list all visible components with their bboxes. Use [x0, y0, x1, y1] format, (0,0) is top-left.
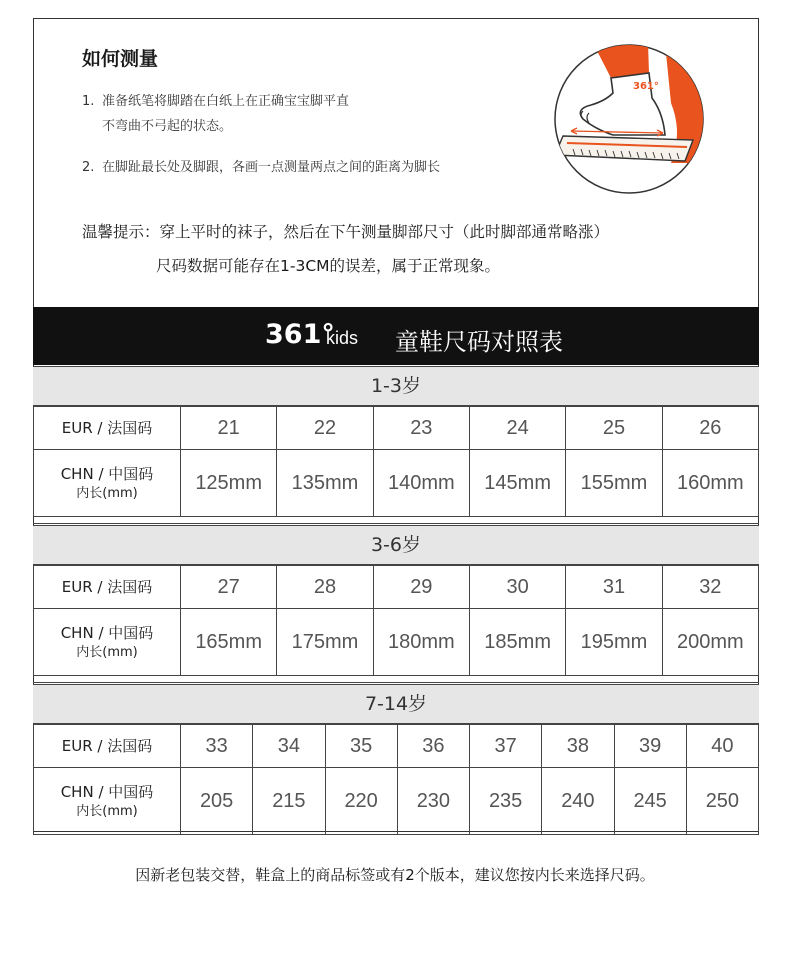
chn-size-cell: 195mm [566, 609, 662, 676]
eur-size-cell: 33 [181, 725, 253, 768]
step-1-number: 1. [82, 94, 95, 109]
section-divider [33, 682, 759, 683]
eur-size-cell: 30 [469, 566, 565, 609]
step-1-line-2: 不弯曲不弓起的状态。 [102, 119, 233, 134]
chn-label-main: CHN / 中国码 [60, 782, 154, 801]
chn-row-label [34, 450, 181, 517]
chn-label-sub: 内长(mm) [76, 485, 138, 501]
brand-logo-suffix: kids [326, 328, 359, 348]
chn-label-main: CHN / 中国码 [60, 623, 154, 642]
eur-row-label: EUR / 法国码 [34, 566, 181, 609]
step-2-text: 在脚趾最长处及脚跟，各画一点测量两点之间的距离为脚长 [102, 160, 441, 175]
eur-size-cell: 37 [470, 725, 542, 768]
eur-size-cell: 26 [662, 407, 758, 450]
eur-size-cell: 40 [686, 725, 758, 768]
chn-size-cell: 250 [686, 768, 758, 835]
eur-size-cell: 28 [277, 566, 373, 609]
chn-size-cell: 220 [325, 768, 397, 835]
chn-row-label [34, 609, 181, 676]
eur-size-cell: 29 [373, 566, 469, 609]
step-2-number: 2. [82, 160, 95, 175]
eur-row [34, 566, 759, 609]
chn-size-cell: 240 [542, 768, 614, 835]
chn-row [34, 768, 759, 835]
chn-size-cell: 125mm [181, 450, 277, 517]
section-divider [33, 523, 759, 524]
tip-line-2: 尺码数据可能存在1-3CM的误差，属于正常现象。 [156, 257, 501, 275]
footer-note: 因新老包装交替，鞋盒上的商品标签或有2个版本，建议您按内长来选择尺码。 [135, 866, 655, 884]
chn-row [34, 450, 759, 517]
eur-row-label: EUR / 法国码 [34, 407, 181, 450]
eur-size-cell: 25 [566, 407, 662, 450]
chn-size-cell: 205 [181, 768, 253, 835]
eur-size-cell: 23 [373, 407, 469, 450]
eur-size-cell: 35 [325, 725, 397, 768]
chn-size-cell: 165mm [181, 609, 277, 676]
chn-size-cell: 160mm [662, 450, 758, 517]
chn-size-cell: 140mm [373, 450, 469, 517]
chn-size-cell: 245 [614, 768, 686, 835]
size-chart-banner [33, 307, 759, 365]
age-group-header: 1-3岁 [33, 366, 759, 406]
brand-logo: 361° [265, 319, 335, 350]
chn-size-cell: 230 [397, 768, 469, 835]
chn-label-main: CHN / 中国码 [60, 464, 154, 483]
chn-label-sub: 内长(mm) [76, 644, 138, 660]
chn-row [34, 609, 759, 676]
size-chart-title: 童鞋尺码对照表 [395, 328, 563, 356]
chn-size-cell: 200mm [662, 609, 758, 676]
age-group-header: 3-6岁 [33, 525, 759, 565]
chn-size-cell: 185mm [469, 609, 565, 676]
size-table [33, 565, 759, 676]
eur-size-cell: 34 [253, 725, 325, 768]
eur-size-cell: 24 [469, 407, 565, 450]
eur-size-cell: 22 [277, 407, 373, 450]
measure-step-2 [82, 155, 440, 180]
chn-size-cell: 145mm [469, 450, 565, 517]
age-group-header: 7-14岁 [33, 684, 759, 724]
size-table [33, 406, 759, 517]
chn-size-cell: 155mm [566, 450, 662, 517]
eur-size-cell: 31 [566, 566, 662, 609]
eur-size-cell: 38 [542, 725, 614, 768]
tip-line-1: 温馨提示：穿上平时的袜子，然后在下午测量脚部尺寸（此时脚部通常略涨） [82, 223, 610, 241]
eur-size-cell: 39 [614, 725, 686, 768]
size-table [33, 724, 759, 835]
eur-row [34, 725, 759, 768]
chn-size-cell: 175mm [277, 609, 373, 676]
chn-size-cell: 215 [253, 768, 325, 835]
chn-size-cell: 135mm [277, 450, 373, 517]
eur-row-label: EUR / 法国码 [34, 725, 181, 768]
foot-measure-illustration [553, 43, 705, 195]
chn-row-label [34, 768, 181, 835]
step-1-line-1: 准备纸笔将脚踏在白纸上在正确宝宝脚平直 [102, 94, 350, 109]
eur-size-cell: 32 [662, 566, 758, 609]
illustration-logo-text: 361° [633, 81, 659, 92]
measure-step-1 [82, 89, 349, 139]
chn-label-sub: 内长(mm) [76, 803, 138, 819]
eur-size-cell: 21 [181, 407, 277, 450]
chn-size-cell: 235 [470, 768, 542, 835]
chn-size-cell: 180mm [373, 609, 469, 676]
eur-size-cell: 36 [397, 725, 469, 768]
eur-size-cell: 27 [181, 566, 277, 609]
eur-row [34, 407, 759, 450]
measure-title: 如何测量 [82, 48, 159, 70]
